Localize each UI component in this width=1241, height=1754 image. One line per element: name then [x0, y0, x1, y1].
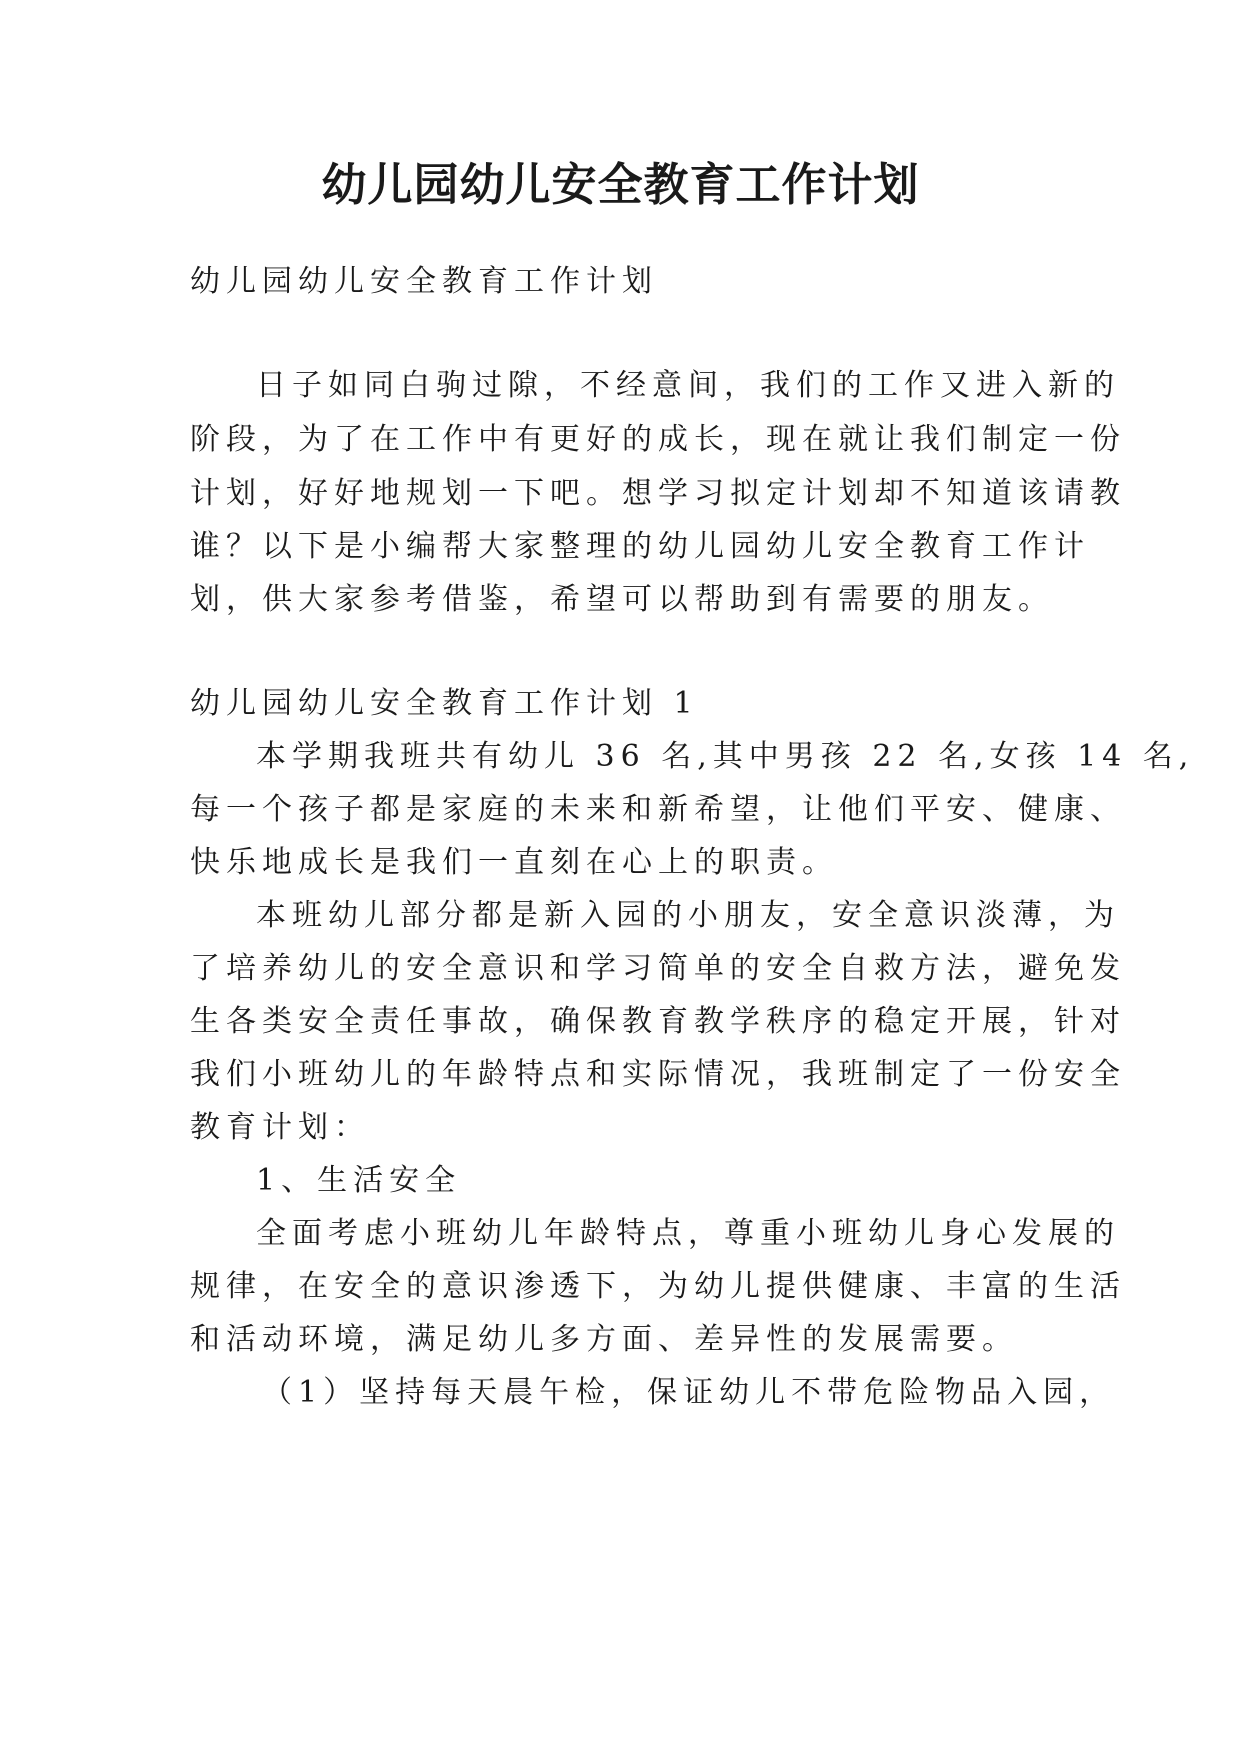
subtitle: 幼儿园幼儿安全教育工作计划	[190, 264, 658, 299]
section-heading: 幼儿园幼儿安全教育工作计划 1	[190, 686, 699, 721]
intro-line-5: 划，供大家参考借鉴，希望可以帮助到有需要的朋友。	[190, 582, 1054, 617]
intro-line-3: 计划，好好地规划一下吧。想学习拟定计划却不知道该请教	[190, 476, 1126, 511]
para3-line-3: 和活动环境，满足幼儿多方面、差异性的发展需要。	[190, 1322, 1018, 1357]
intro-line-1: 日子如同白驹过隙，不经意间，我们的工作又进入新的	[256, 368, 1120, 403]
para1-line-2: 每一个孩子都是家庭的未来和新希望，让他们平安、健康、	[190, 792, 1126, 827]
para2-line-5: 教育计划：	[190, 1110, 370, 1145]
para1-line-3: 快乐地成长是我们一直刻在心上的职责。	[190, 845, 838, 880]
document-title: 幼儿园幼儿安全教育工作计划	[321, 158, 920, 211]
intro-line-4: 谁？以下是小编帮大家整理的幼儿园幼儿安全教育工作计	[190, 529, 1090, 564]
para2-line-1: 本班幼儿部分都是新入园的小朋友，安全意识淡薄，为	[256, 898, 1120, 933]
intro-line-2: 阶段，为了在工作中有更好的成长，现在就让我们制定一份	[190, 422, 1126, 457]
sub1-line: （1）坚持每天晨午检，保证幼儿不带危险物品入园，	[262, 1375, 1116, 1410]
para3-line-2: 规律，在安全的意识渗透下，为幼儿提供健康、丰富的生活	[190, 1269, 1126, 1304]
para3-line-1: 全面考虑小班幼儿年龄特点，尊重小班幼儿身心发展的	[256, 1216, 1120, 1251]
item1-heading: 1、生活安全	[256, 1163, 462, 1198]
para2-line-3: 生各类安全责任事故，确保教育教学秩序的稳定开展，针对	[190, 1004, 1126, 1039]
para2-line-2: 了培养幼儿的安全意识和学习简单的安全自救方法，避免发	[190, 951, 1126, 986]
para2-line-4: 我们小班幼儿的年龄特点和实际情况，我班制定了一份安全	[190, 1057, 1126, 1092]
para1-line-1: 本学期我班共有幼儿 36 名,其中男孩 22 名,女孩 14 名,	[256, 739, 1195, 774]
